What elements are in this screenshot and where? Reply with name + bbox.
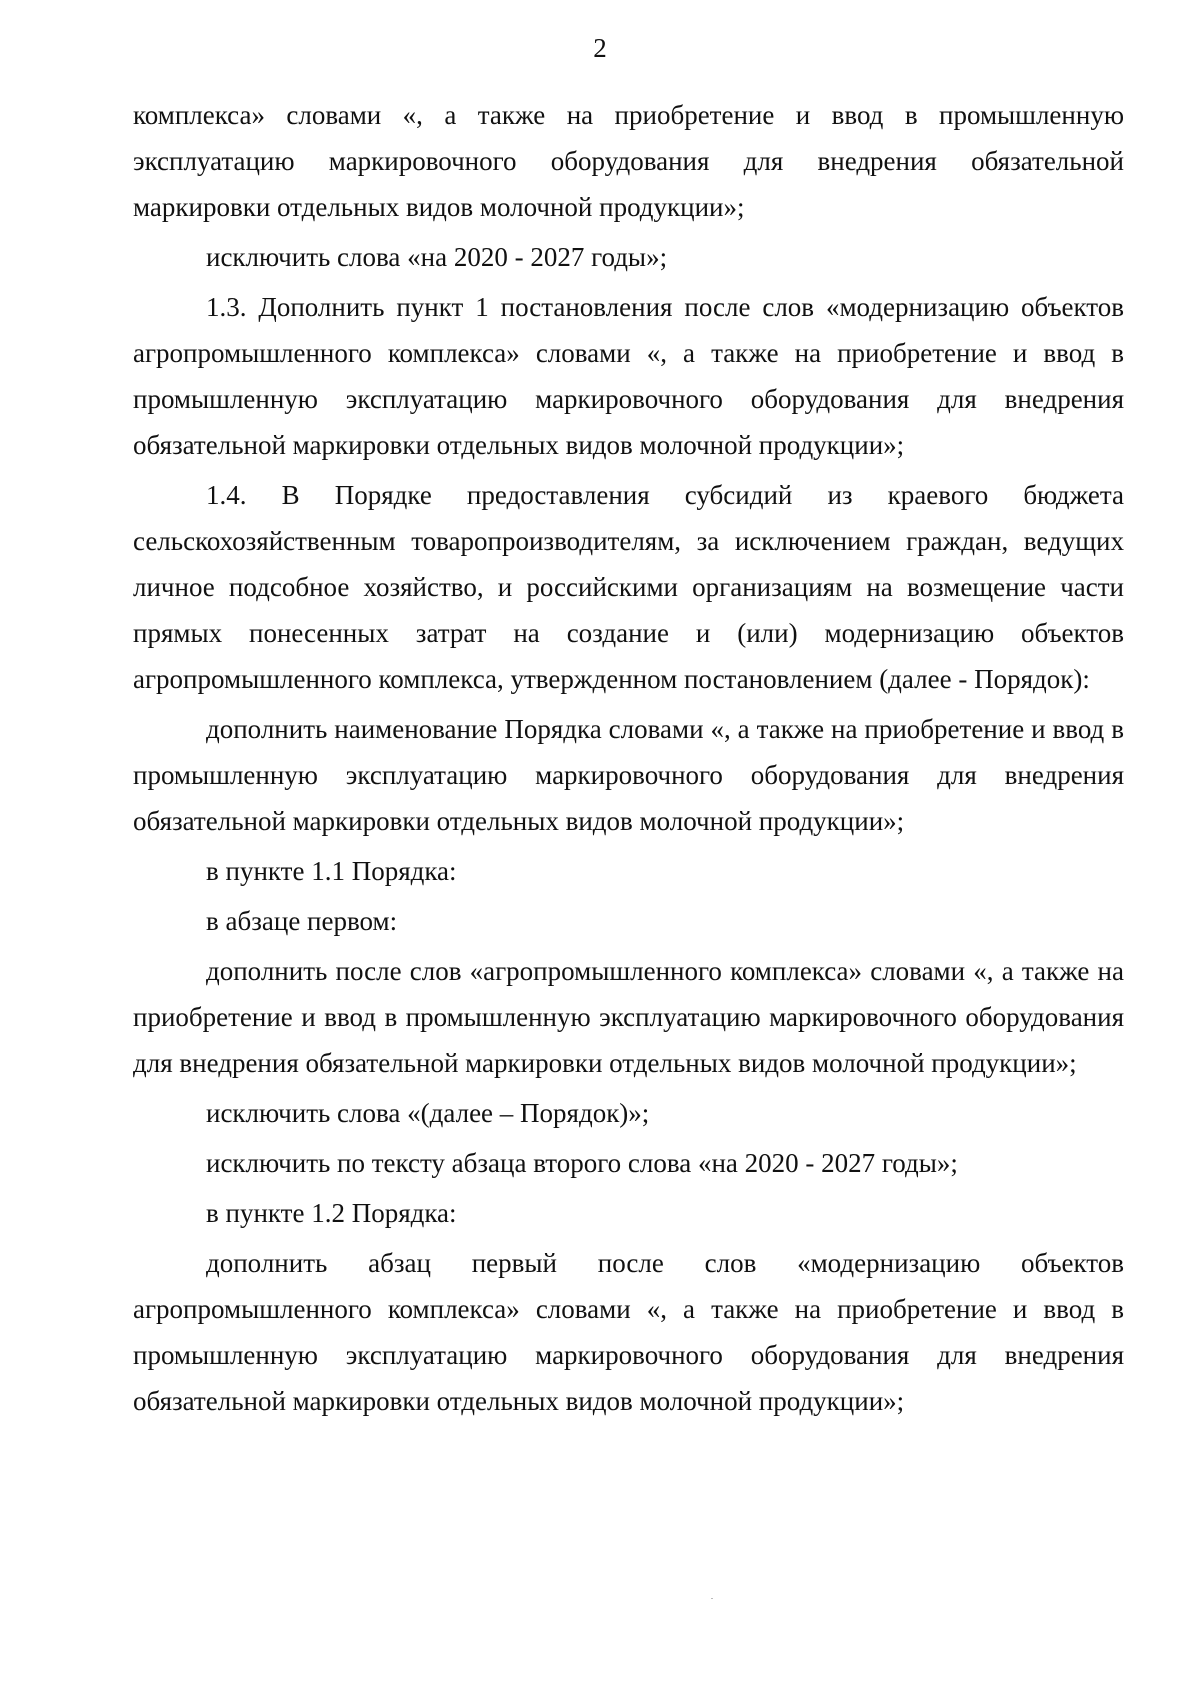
- document-body: [133, 92, 1124, 1428]
- paragraph-first-abzats: в абзаце первом:: [206, 906, 398, 936]
- paragraph-point-1-2: в пункте 1.2 Порядка:: [206, 1198, 457, 1228]
- paragraph-add-after-words: дополнить после слов «агропромышленного комплекса» словами «, а также на приобретение и ввод в промышленную эксплуатацию маркировочного оборудования для внедрения обязательной маркировки отдельных видов молочной продукции»;: [133, 956, 1124, 1078]
- paragraph-exclude-years: исключить слова «на 2020 - 2027 годы»;: [206, 242, 668, 272]
- paragraph-exclude-poryadok: исключить слова «(далее – Порядок)»;: [206, 1098, 650, 1128]
- page-number: 2: [593, 33, 607, 63]
- paragraph-amend-title: дополнить наименование Порядка словами «, а также на приобретение и ввод в промышленную эксплуатацию маркировочного оборудования для внедрения обязательной маркировки отдельных видов молочной продукции»;: [133, 714, 1124, 836]
- scan-speck: [711, 1598, 713, 1599]
- paragraph-1-3: 1.3. Дополнить пункт 1 постановления после слов «модернизацию объектов агропромышленного комплекса» словами «, а также на приобретение и ввод в промышленную эксплуатацию маркировочного оборудования для внедрения обязательной маркировки отдельных видов молочной продукции»;: [133, 292, 1124, 460]
- paragraph-amend-first-abzats: дополнить абзац первый после слов «модернизацию объектов агропромышленного комплекса» словами «, а также на приобретение и ввод в промышленную эксплуатацию маркировочного оборудования для внедрения обязательной маркировки отдельных видов молочной продукции»;: [133, 1248, 1124, 1416]
- paragraph-exclude-second-abzats: исключить по тексту абзаца второго слова «на 2020 - 2027 годы»;: [206, 1148, 958, 1178]
- paragraph-continuation: комплекса» словами «, а также на приобретение и ввод в промышленную эксплуатацию маркировочного оборудования для внедрения обязательной маркировки отдельных видов молочной продукции»;: [133, 100, 1124, 222]
- paragraph-point-1-1: в пункте 1.1 Порядка:: [206, 856, 457, 886]
- paragraph-1-4: 1.4. В Порядке предоставления субсидий из краевого бюджета сельскохозяйственным товаропроизводителям, за исключением граждан, ведущих личное подсобное хозяйство, и российскими организациям на возмещение части прямых понесенных затрат на создание и (или) модернизацию объектов агропромышленного комплекса, утвержденном постановлением (далее - Порядок):: [133, 480, 1124, 694]
